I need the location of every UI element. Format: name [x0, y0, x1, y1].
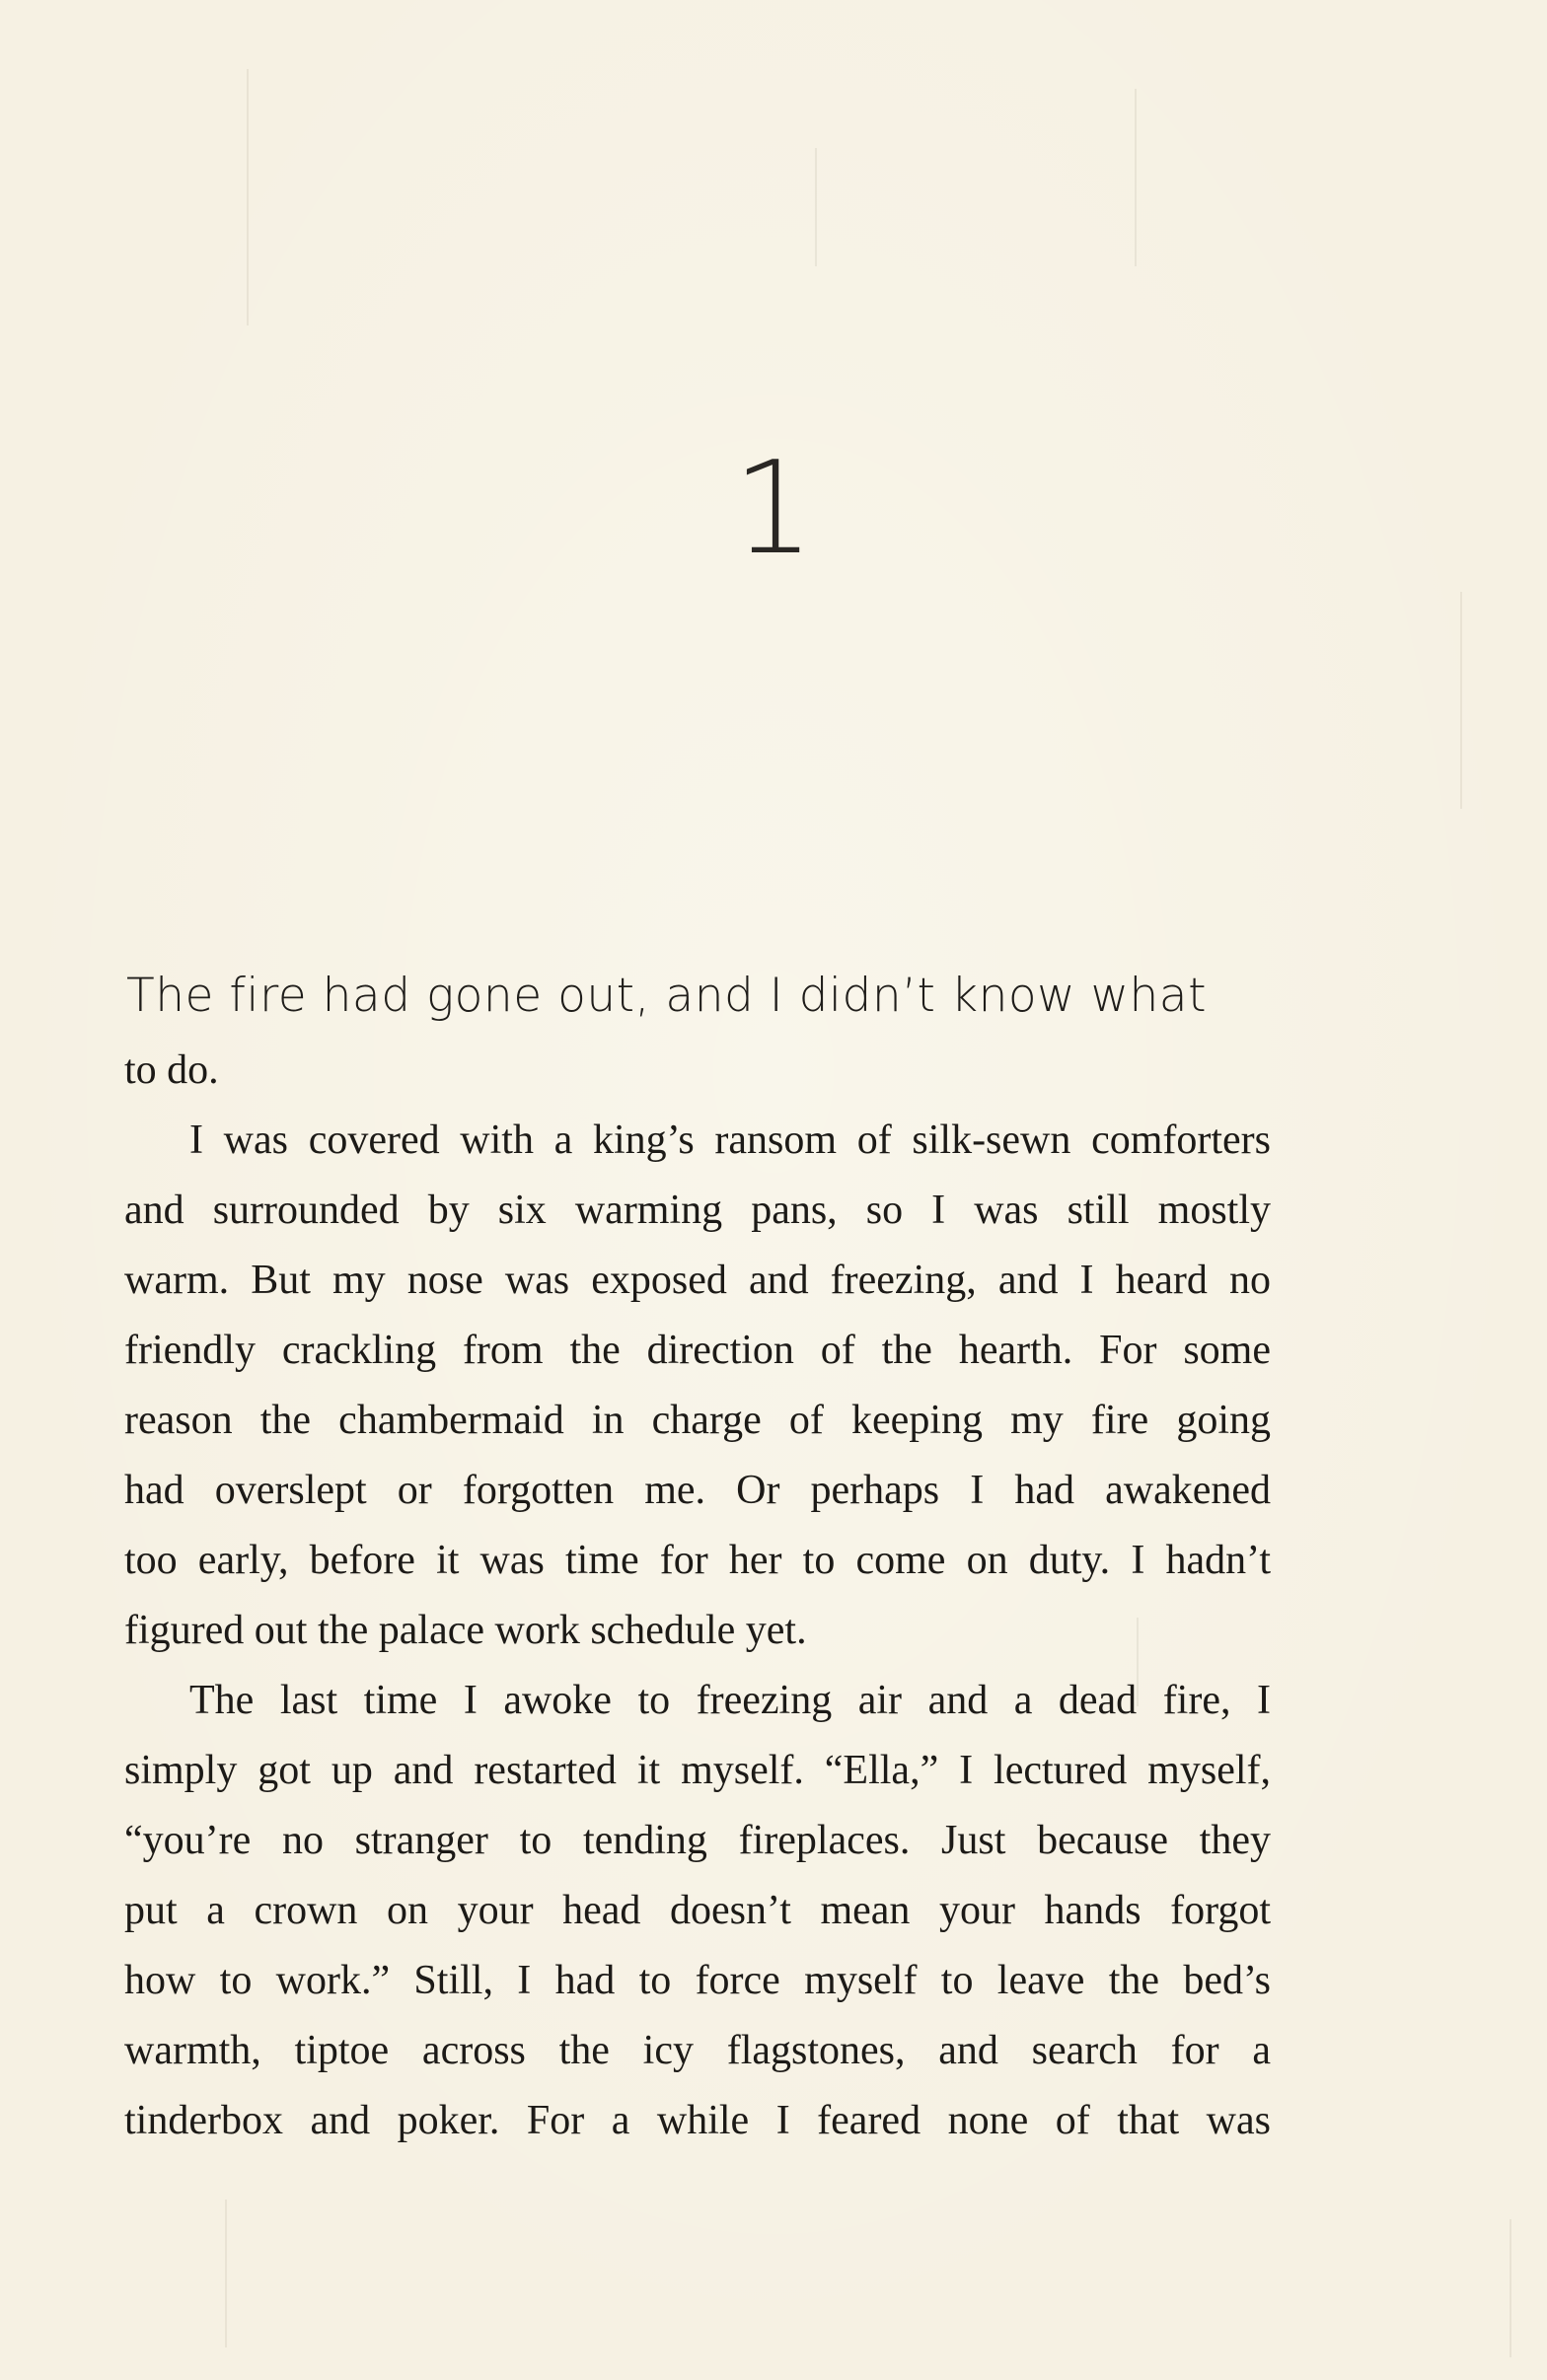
text-line: put a crown on your head doesn’t mean your hands forgot	[124, 1888, 1271, 1933]
paper-texture-mark	[1460, 592, 1462, 809]
text-line: warmth, tiptoe across the icy flagstones, and search for a	[124, 2028, 1271, 2073]
text-line: The last time I awoke to freezing air and a dead fire, I	[189, 1678, 1271, 1723]
text-line: simply got up and restarted it myself. “Ella,” I lectured myself,	[124, 1748, 1271, 1793]
text-line: too early, before it was time for her to come on duty. I hadn’t	[124, 1538, 1271, 1583]
text-line: how to work.” Still, I had to force myself to leave the bed’s	[124, 1958, 1271, 2003]
text-line: warm. But my nose was exposed and freezing, and I heard no	[124, 1258, 1271, 1303]
chapter-body-text	[124, 1036, 1271, 2156]
text-line: to do.	[124, 1047, 219, 1093]
paper-texture-mark	[225, 2200, 227, 2347]
text-line: figured out the palace work schedule yet.	[124, 1608, 807, 1653]
paper-texture-mark	[815, 148, 817, 266]
text-line: tinderbox and poker. For a while I feared none of that was	[124, 2098, 1271, 2143]
text-line: had overslept or forgotten me. Or perhaps I had awakened	[124, 1468, 1271, 1513]
text-line: “you’re no stranger to tending fireplaces. Just because they	[124, 1818, 1271, 1863]
paper-texture-mark	[1135, 89, 1137, 266]
opening-line: The fire had gone out, and I didn’t know what	[126, 969, 1208, 1023]
paper-texture-mark	[247, 69, 249, 325]
chapter-number: 1	[732, 433, 815, 583]
text-line: I was covered with a king’s ransom of silk-sewn comforters	[189, 1118, 1271, 1163]
text-line: and surrounded by six warming pans, so I was still mostly	[124, 1188, 1271, 1233]
text-line: friendly crackling from the direction of the hearth. For some	[124, 1328, 1271, 1373]
paper-texture-mark	[1510, 2219, 1511, 2357]
text-line: reason the chambermaid in charge of keeping my fire going	[124, 1398, 1271, 1443]
